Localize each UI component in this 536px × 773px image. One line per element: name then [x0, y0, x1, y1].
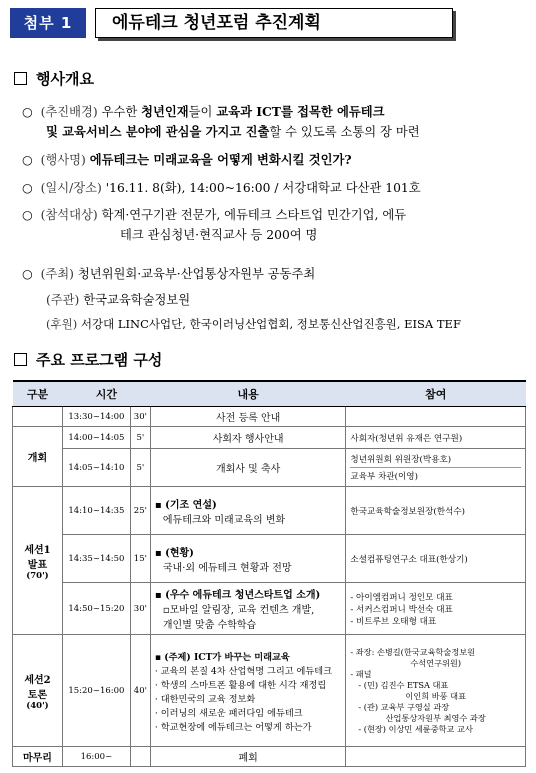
col-header-category: 구분	[13, 381, 63, 407]
category-session2: 세션2 토론 (40')	[13, 635, 63, 747]
category-session1: 세션1 발표 (70')	[13, 487, 63, 635]
overview-item-event-name: ○ (행사명) 에듀테크는 미래교육을 어떻게 변화시킬 것인가?	[22, 152, 352, 167]
overview-item-datetime: ○ (일시/장소) '16.11. 8(화), 14:00~16:00 / 서강대학교 다산관 101호	[22, 181, 421, 195]
table-row: 세션1 발표 (70') 14:10~14:35 25' ▪ (기조 연설) 에듀테크와 미래교육의 변화 한국교육학술정보원장(한석수)	[13, 487, 526, 535]
table-row: 14:35~14:50 15' ▪ (현황) 국내·외 에듀테크 현황과 전망 소셜컴퓨팅연구소 대표(한상기)	[13, 535, 526, 583]
overview-item-organizer: (주관) 한국교육학술정보원	[46, 293, 191, 307]
col-header-content: 내용	[150, 381, 346, 407]
table-row: 세션2 토론 (40') 15:20~16:00 40' ▪ (주제) ICT가 바꾸는 미래교육 · 교육의 본질 4차 산업혁명 그리고 에듀테크 · 학생의 스마트폰 활용에 대한 시각 재정립 · 대한민국의 교육 정보화 · 이러닝의 새로운 패러다임 에듀테크 · 학교현장에 에듀테크는 어떻게 하는가 - 좌장: 손병길(한국교육학술정보원 수석연구위원) - 패널 - (민) 김진수 ETSA 대표 이인희 바풍 대표 - (관) 교육부 구영실 과장 산업통상자원부 최영수 과장 - (현장) 이상민 세륜중학교 교사	[13, 635, 526, 747]
category-opening: 개회	[13, 427, 63, 487]
col-header-time: 시간	[62, 381, 150, 407]
col-header-participants: 참여	[346, 381, 526, 407]
table-header-row	[13, 381, 526, 407]
overview-item-attendees: ○ (참석대상) 학계·연구기관 전문가, 에듀테크 스타트업 민간기업, 에듀	[22, 208, 407, 222]
section-overview-heading: 행사개요	[14, 68, 94, 89]
document-title: 에듀테크 청년포럼 추진계획	[95, 8, 453, 38]
overview-item-sponsor: (후원) 서강대 LINC사업단, 한국이러닝산업협회, 정보통신산업진흥원, EISA TEF	[46, 317, 461, 331]
table-row: 14:05~14:10 5' 개회사 및 축사 청년위원회 위원장(박용호) 교육부 차관(이영)	[13, 449, 526, 487]
overview-item-background-line2: 및 교육서비스 분야에 관심을 가지고 진출할 수 있도록 소통의 장 마련	[46, 124, 420, 139]
square-bullet-icon	[14, 353, 27, 366]
overview-item-attendees-line2: 테크 관심청년·현직교사 등 200여 명	[120, 228, 318, 242]
table-row: 개회 14:00~14:05 5' 사회자 행사안내 사회자(청년위 유재은 연구원)	[13, 427, 526, 449]
table-row: 14:50~15:20 30' ▪ (우수 에듀테크 청년스타트업 소개) ▫모바일 알림장, 교육 컨텐츠 개발, 개인별 맞춤 수학학습 - 아이엠컴퍼니 정인모 대표 - 서커스컴퍼니 박선숙 대표 - 비트루브 오태형 대표	[13, 583, 526, 635]
program-table	[12, 380, 526, 767]
overview-item-host: ○ (주최) 청년위원회·교육부·산업통상자원부 공동주최	[22, 267, 316, 281]
section-program-heading: 주요 프로그램 구성	[14, 349, 162, 370]
category-closing: 마무리	[13, 747, 63, 767]
attachment-badge: 첨부 1	[10, 8, 86, 38]
table-row: 마무리 16:00~ 폐회	[13, 747, 526, 767]
table-row: 13:30~14:00 30' 사전 등록 안내	[13, 407, 526, 427]
overview-item-background: ○ (추진배경) 우수한 청년인재들이 교육과 ICT를 접목한 에듀테크	[22, 104, 385, 119]
square-bullet-icon	[14, 72, 27, 85]
